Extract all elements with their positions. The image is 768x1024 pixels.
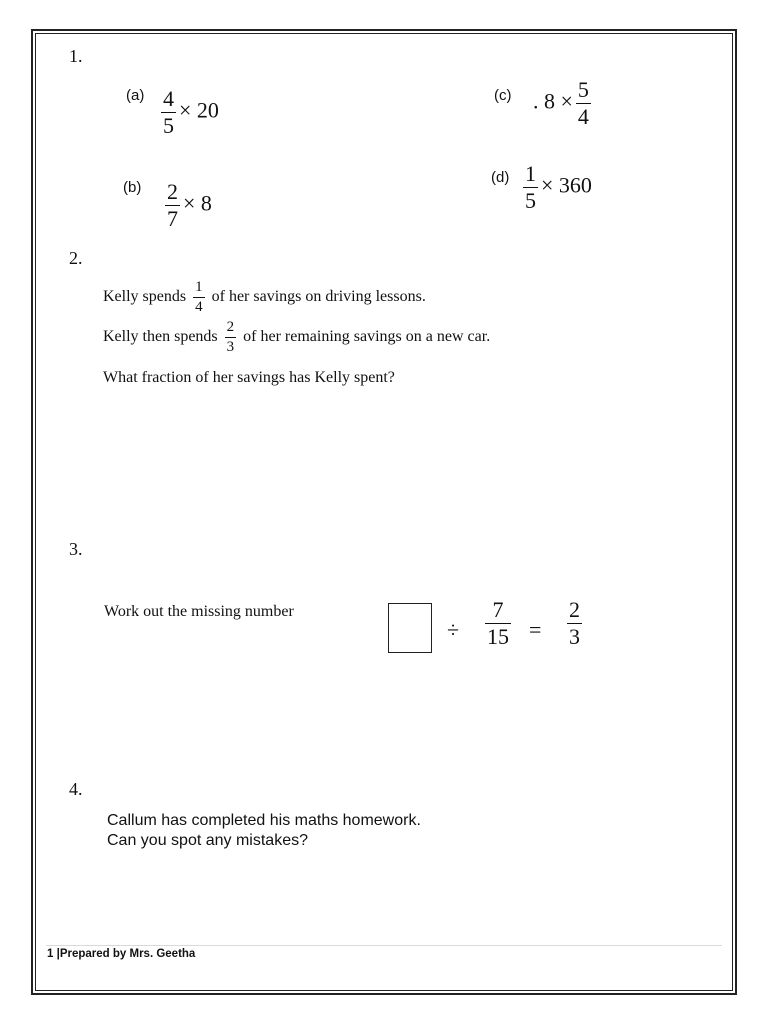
q1-a-expression xyxy=(158,88,219,137)
q2-line-3: What fraction of her savings has Kelly spent? xyxy=(103,369,395,386)
q2-line-2-post: of her remaining savings on a new car. xyxy=(243,328,491,346)
q1-d-numerator: 1 xyxy=(525,161,536,186)
q2-line-1-denominator: 4 xyxy=(195,299,203,315)
q2-line-1-fraction xyxy=(193,280,205,315)
missing-number-box[interactable] xyxy=(388,603,432,653)
q3-fraction-2-numerator: 2 xyxy=(569,597,580,622)
q2-line-2-numerator: 2 xyxy=(226,319,235,335)
q1-a-label: (a) xyxy=(126,87,145,104)
q1-a-numerator: 4 xyxy=(163,86,174,111)
footer-page-number: 1 xyxy=(47,948,54,960)
q1-d-denominator: 5 xyxy=(525,188,536,213)
q3-divide-sign: ÷ xyxy=(447,617,460,642)
q3-fraction-2-stack xyxy=(567,599,582,648)
q1-b-denominator: 7 xyxy=(167,206,178,231)
q1-c-label: (c) xyxy=(494,87,512,104)
q1-b-numerator: 2 xyxy=(167,179,178,204)
q1-c-expression xyxy=(533,79,594,128)
q1-b-rest: × 8 xyxy=(183,190,212,216)
footer-text: Prepared by Mrs. Geetha xyxy=(59,948,196,960)
q2-line-2 xyxy=(103,320,490,355)
q3-fraction-1 xyxy=(482,599,514,648)
q3-equals-sign: = xyxy=(529,617,542,642)
q1-d-fraction xyxy=(523,163,538,212)
q3-fraction-1-denominator: 15 xyxy=(487,624,509,649)
q4-line-1: Callum has completed his maths homework. xyxy=(107,812,421,829)
footer-separator: | xyxy=(56,948,60,960)
footer-divider xyxy=(46,945,722,946)
q1-b-fraction xyxy=(165,181,180,230)
q1-c-denominator: 4 xyxy=(577,104,589,129)
q2-line-1-pre: Kelly spends xyxy=(103,288,187,306)
q1-d-label: (d) xyxy=(491,169,510,186)
q1-b-expression xyxy=(162,181,212,230)
q1-d-expression xyxy=(520,163,592,212)
page-footer xyxy=(47,948,195,960)
q1-a-rest: × 20 xyxy=(179,97,219,123)
q3-fraction-2-denominator: 3 xyxy=(569,624,580,649)
q1-c-fraction xyxy=(576,79,591,128)
q2-line-2-pre: Kelly then spends xyxy=(103,328,218,346)
q3-fraction-2 xyxy=(564,599,585,648)
question-1-number: 1. xyxy=(69,46,83,66)
q1-c-lead: . 8 × xyxy=(533,88,573,114)
question-2-number: 2. xyxy=(69,248,83,268)
q2-line-1-numerator: 1 xyxy=(195,279,203,295)
q1-d-rest: × 360 xyxy=(541,172,592,198)
q1-a-fraction xyxy=(161,88,176,137)
q1-a-denominator: 5 xyxy=(163,113,174,138)
q1-d-clip xyxy=(520,160,620,217)
q3-fraction-1-stack xyxy=(485,599,511,648)
question-3-number: 3. xyxy=(69,539,83,559)
q2-line-1 xyxy=(103,280,426,315)
q1-b-label: (b) xyxy=(123,179,142,196)
question-4-number: 4. xyxy=(69,779,83,799)
q3-prompt: Work out the missing number xyxy=(104,603,294,620)
q2-line-2-fraction xyxy=(225,320,237,355)
q1-c-numerator: 5 xyxy=(577,77,589,102)
q3-fraction-1-numerator: 7 xyxy=(492,597,504,622)
q2-line-2-denominator: 3 xyxy=(226,339,235,355)
q4-line-2: Can you spot any mistakes? xyxy=(107,832,308,849)
q2-line-1-post: of her savings on driving lessons. xyxy=(211,288,426,306)
